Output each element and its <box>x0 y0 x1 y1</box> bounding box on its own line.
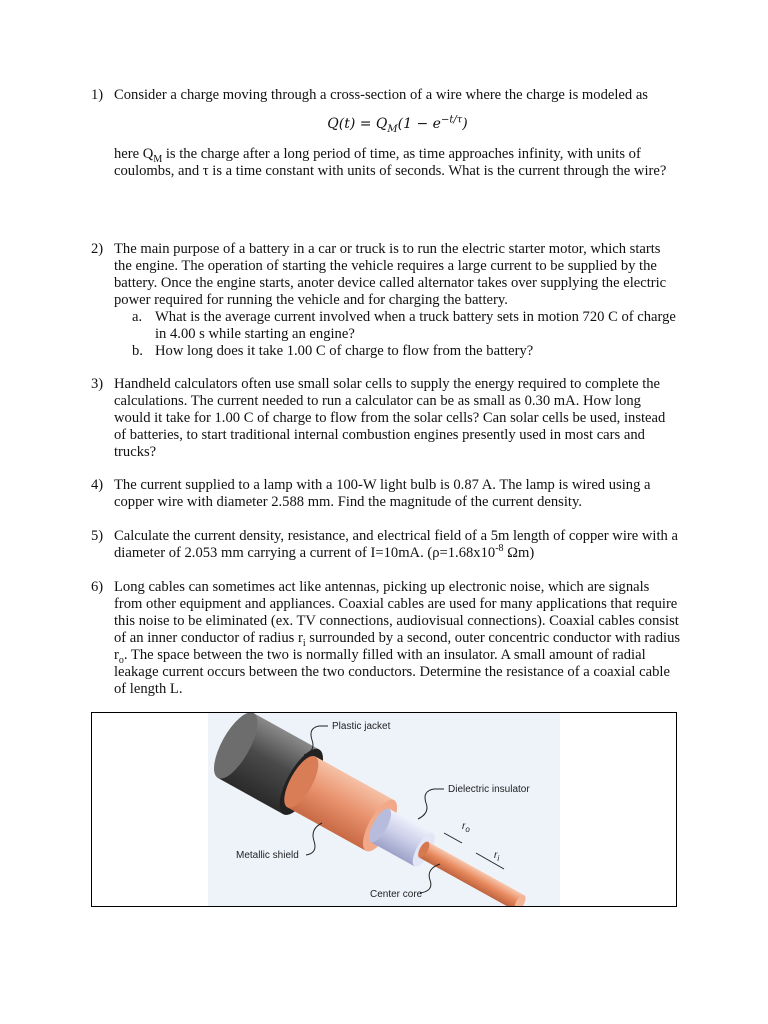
sub-question-text: What is the average current involved when a truck battery sets in motion 720 C of charge in 4.00 s while starting an engine? <box>155 309 676 342</box>
question-number: 2) <box>91 241 104 257</box>
question-text: The current supplied to a lamp with a 100-W light bulb is 0.87 A. The lamp is wired using a copper wire with diameter 2.588 mm. Find the magnitude of the current density. <box>114 477 651 510</box>
dielectric-insulator-leader <box>418 789 444 819</box>
question-6 <box>91 579 681 698</box>
question-text: Handheld calculators often use small solar cells to supply the energy required to complete the calculations. The current needed to run a calculator can be as small as 0.30 mA. How long would it take for 1.00 C of charge to flow from the solar cells? Can solar cells be used, instead of batteries, to start traditional internal combustion engines presently used in most cars and trucks? <box>114 376 666 460</box>
center-core-leader <box>420 864 440 893</box>
question-text: The main purpose of a battery in a car or truck is to run the electric starter motor, which starts the engine. The operation of starting the vehicle requires a large current to be supplied by the battery. Once the engine starts, anoter device called alternator takes over supplying the electric power required for running the vehicle and for charging the battery. <box>114 241 667 308</box>
sub-question-text: How long does it take 1.00 C of charge to flow from the battery? <box>155 343 534 359</box>
charge-formula <box>114 116 681 133</box>
formula-rhs: (1 − e <box>397 116 441 132</box>
sub-question-a <box>132 309 681 343</box>
question-2 <box>91 241 681 360</box>
question-text: Long cables can sometimes act like antennas, picking up electronic noise, which are signals from other equipment and appliances. Coaxial cables are used for many applications that require this noise to be eliminated (ex. TV connections, audiovisual connections). Coaxial cables consist of an inner conductor of radius $r_i$ surrounded by a second, outer concentric conductor with radius $r_o$. The space between the two is normally filled with an insulator. A small amount of radial leakage current occurs between the two conductors. Determine the resistance of a coaxial cable of length L. <box>114 579 681 697</box>
formula-subscript: M <box>387 123 398 135</box>
sub-question-letter: b. <box>132 343 143 359</box>
metallic-shield-leader <box>306 823 322 855</box>
question-number: 1) <box>91 87 104 103</box>
r-o-dimension-line <box>444 833 462 843</box>
formula-lhs: Q(t) = Q <box>327 116 388 132</box>
coaxial-cable-figure <box>91 712 677 907</box>
question-number: 4) <box>91 477 104 493</box>
metallic-shield-label: Metallic shield <box>236 850 299 861</box>
question-number: 5) <box>91 528 104 544</box>
sub-question-b <box>132 343 681 360</box>
question-text: Consider a charge moving through a cross-section of a wire where the charge is modeled as <box>114 87 648 103</box>
coaxial-cable-svg <box>208 713 560 906</box>
dielectric-insulator-label: Dielectric insulator <box>448 784 530 795</box>
center-core-label: Center core <box>370 889 423 900</box>
question-number: 3) <box>91 376 104 392</box>
question-text: Calculate the current density, resistance, and electrical field of a 5m length of copper wire with a diameter of 2.053 mm carrying a current of I=10mA. ($\rho=1.68x10^{-8}$ Ωm) <box>114 528 678 561</box>
r-i-label: $r_i$ <box>494 850 500 863</box>
question-5 <box>91 528 681 562</box>
plastic-jacket-label: Plastic jacket <box>332 721 391 732</box>
question-4 <box>91 477 681 511</box>
formula-close: ) <box>462 116 468 132</box>
question-1 <box>91 87 681 180</box>
question-3 <box>91 376 681 461</box>
r-i-dimension-line <box>476 853 504 869</box>
question-text-continued: here $Q_M$ is the charge after a long period of time, as time approaches infinity, with units of coulombs, and τ is a time constant with units of seconds. What is the current through the wire? <box>114 146 667 179</box>
center-core-layer <box>416 840 528 906</box>
question-number: 6) <box>91 579 104 595</box>
sub-question-letter: a. <box>132 309 143 325</box>
r-o-label: $r_o$ <box>462 821 470 834</box>
coaxial-cable-illustration <box>208 713 560 906</box>
formula-exponent: −t/τ <box>440 114 463 126</box>
